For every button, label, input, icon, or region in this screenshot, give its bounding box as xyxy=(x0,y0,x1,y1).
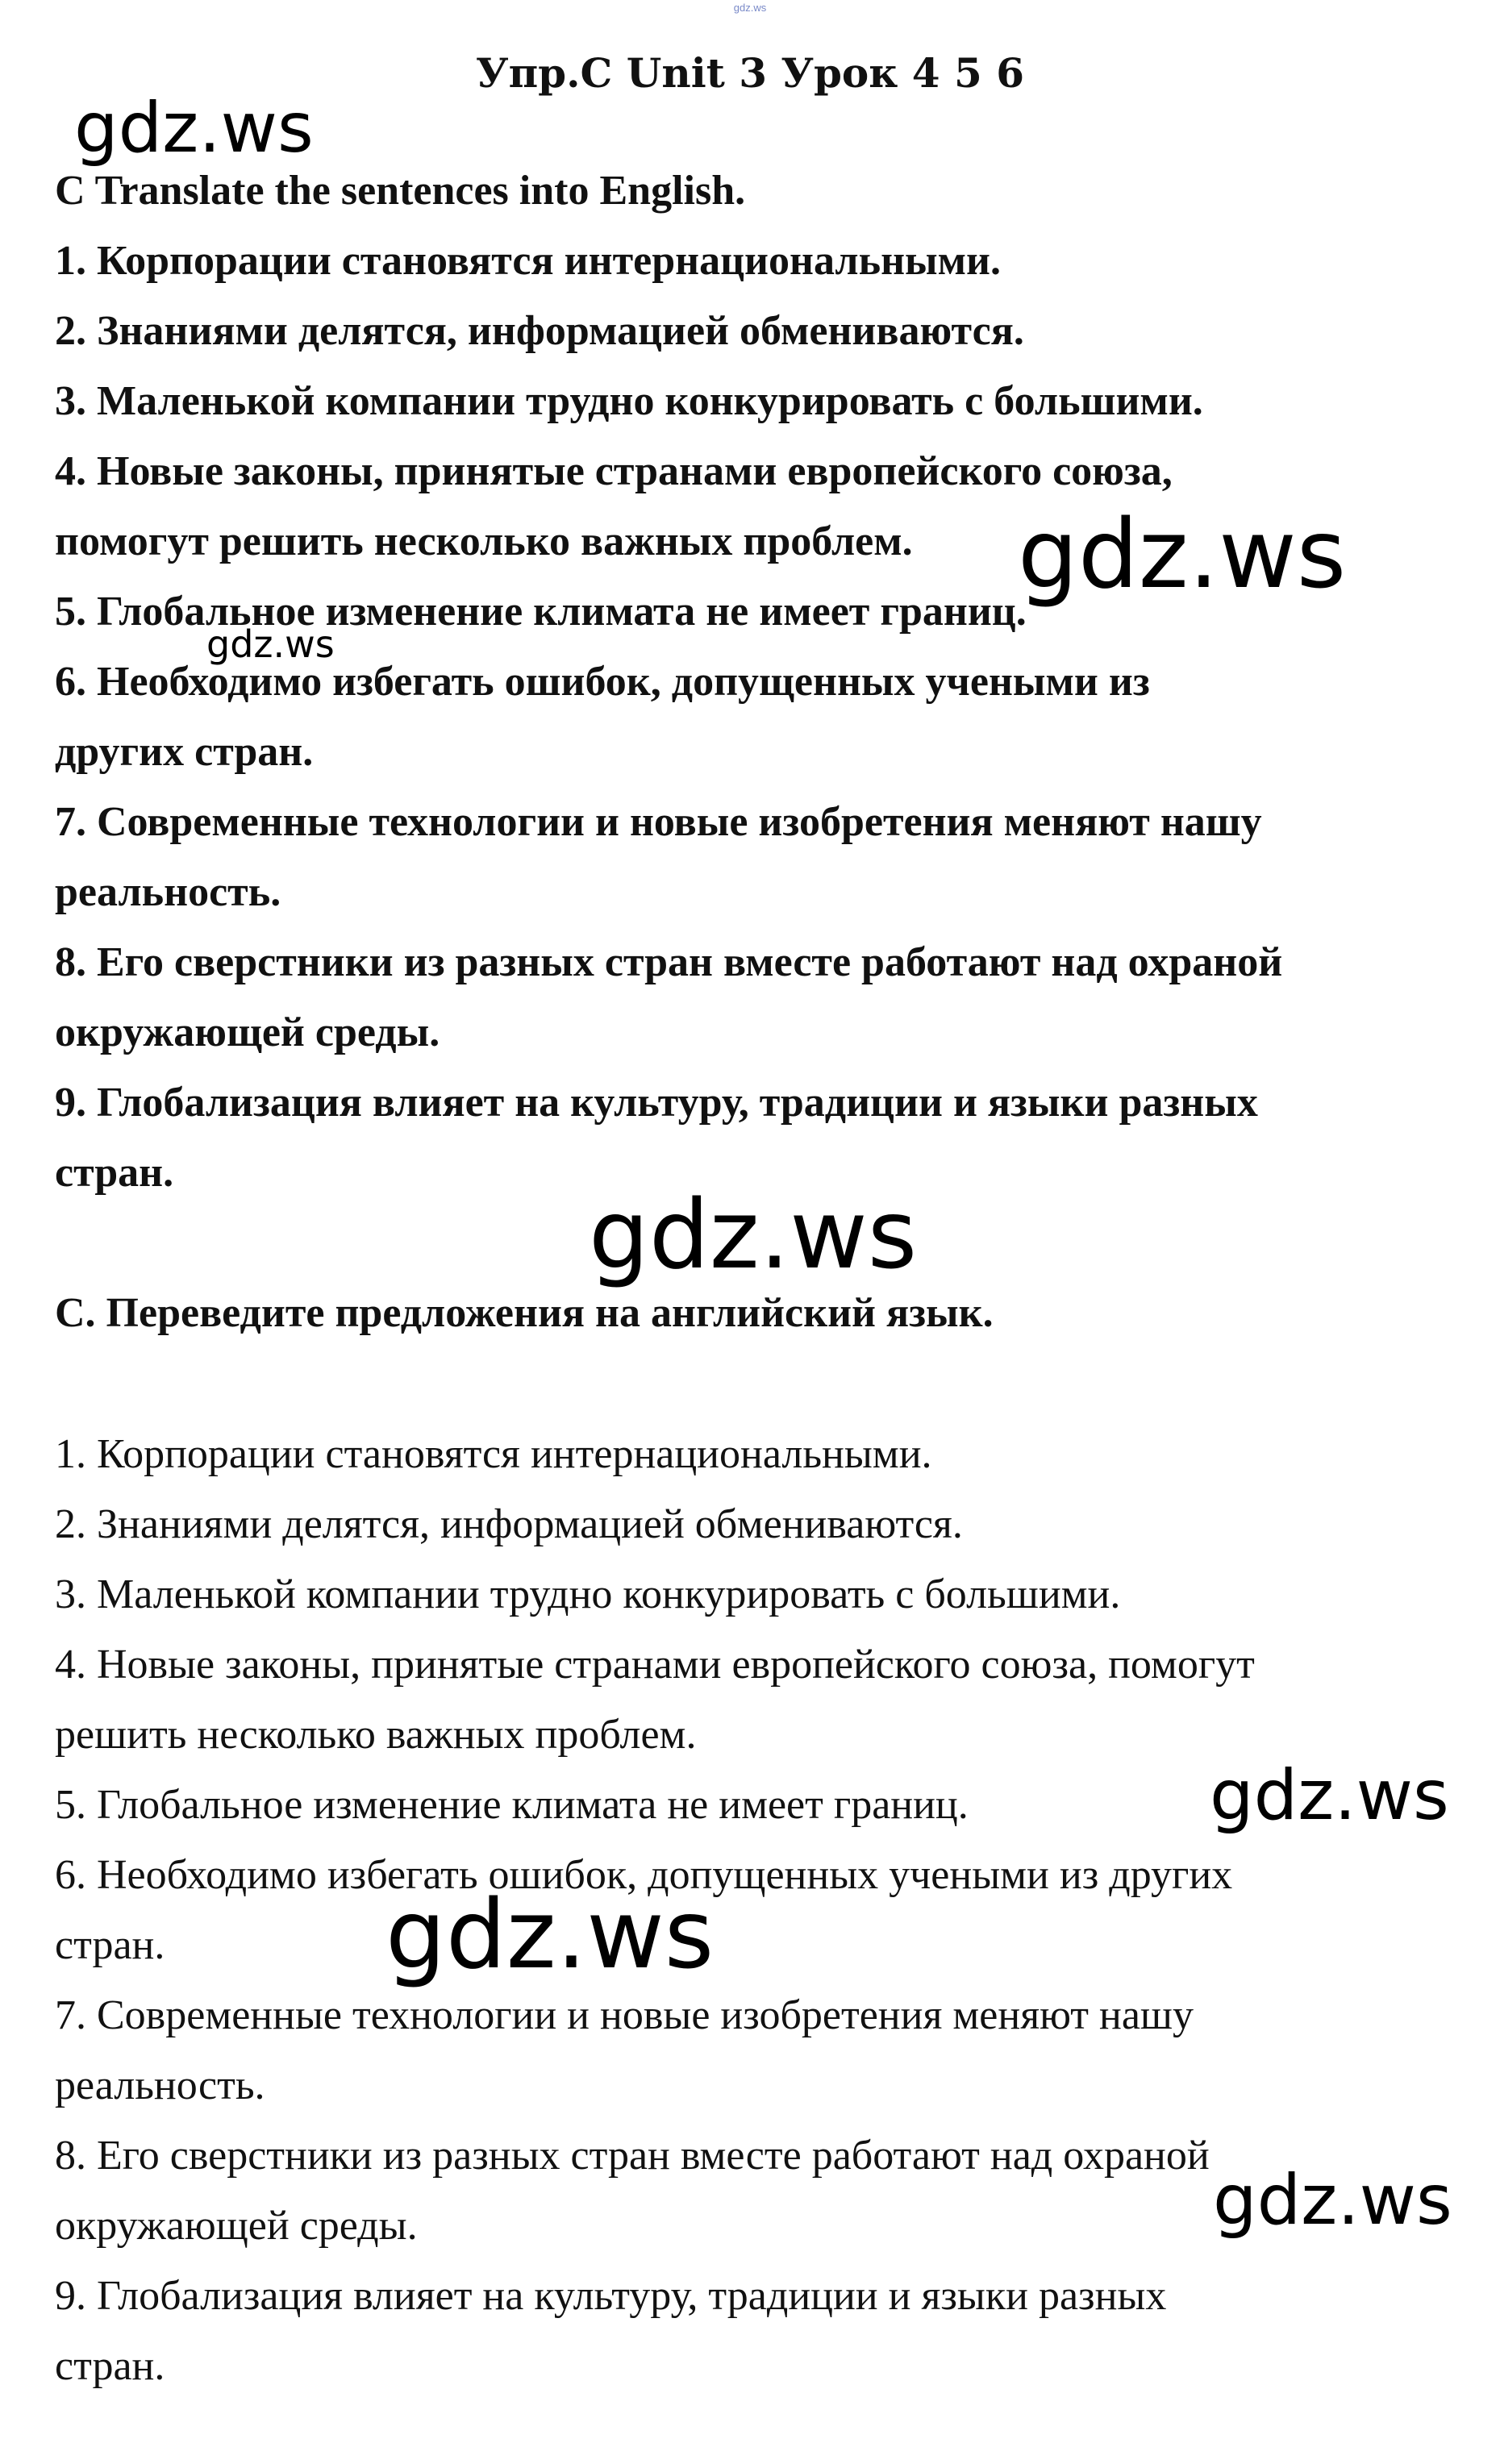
watermark: gdz.ws xyxy=(385,1879,715,1990)
header-watermark: gdz.ws xyxy=(733,2,767,14)
bold-exercise-block xyxy=(55,156,1458,1348)
regular-line: 8. Его сверстники из разных стран вместе работают над охраной xyxy=(55,2133,1210,2179)
regular-line: стран. xyxy=(55,2343,165,2389)
bold-line: 9. Глобализация влияет на культуру, традиции и языки разных xyxy=(55,1080,1258,1126)
regular-line: 3. Маленькой компании трудно конкурировать с большими. xyxy=(55,1571,1121,1617)
watermark: gdz.ws xyxy=(74,88,314,169)
bold-line: окружающей среды. xyxy=(55,1009,440,1055)
bold-line: 5. Глобальное изменение климата не имеет границ. xyxy=(55,589,1027,635)
bold-line: 4. Новые законы, принятые странами европейского союза, xyxy=(55,448,1173,494)
regular-line: решить несколько важных проблем. xyxy=(55,1712,697,1758)
bold-line: 1. Корпорации становятся интернациональными. xyxy=(55,238,1002,284)
regular-line: 4. Новые законы, принятые странами европейского союза, помогут xyxy=(55,1642,1255,1688)
bold-line: реальность. xyxy=(55,869,281,915)
bold-line: других стран. xyxy=(55,729,314,775)
watermark: gdz.ws xyxy=(1018,498,1347,610)
regular-line: 1. Корпорации становятся интернациональными. xyxy=(55,1431,932,1477)
section-heading: С. Переведите предложения на английский язык. xyxy=(55,1290,994,1336)
bold-line: помогут решить несколько важных проблем. xyxy=(55,518,913,564)
page-title: Упр.C Unit 3 Урок 4 5 6 xyxy=(476,49,1024,97)
bold-line: 7. Современные технологии и новые изобретения меняют нашу xyxy=(55,799,1262,845)
regular-line: 9. Глобализация влияет на культуру, традиции и языки разных xyxy=(55,2273,1167,2319)
regular-line: окружающей среды. xyxy=(55,2203,418,2249)
bold-line: 6. Необходимо избегать ошибок, допущенных учеными из xyxy=(55,659,1150,705)
watermark: gdz.ws xyxy=(589,1179,918,1290)
watermark: gdz.ws xyxy=(1213,2160,1452,2241)
regular-line: стран. xyxy=(55,1922,165,1968)
bold-line: 8. Его сверстники из разных стран вместе работают над охраной xyxy=(55,939,1283,985)
regular-line: 6. Необходимо избегать ошибок, допущенных учеными из других xyxy=(55,1852,1233,1898)
regular-line: реальность. xyxy=(55,2062,265,2108)
bold-line: 2. Знаниями делятся, информацией обмениваются. xyxy=(55,308,1024,354)
regular-line: 5. Глобальное изменение климата не имеет границ. xyxy=(55,1782,969,1828)
bold-line: 3. Маленькой компании трудно конкурировать с большими. xyxy=(55,378,1203,424)
watermark: gdz.ws xyxy=(206,622,335,666)
regular-exercise-block xyxy=(55,1419,1458,2401)
bold-line: стран. xyxy=(55,1150,174,1196)
exercise-instruction: C Translate the sentences into English. xyxy=(55,168,746,214)
regular-line: 2. Знаниями делятся, информацией обмениваются. xyxy=(55,1501,963,1547)
regular-line: 7. Современные технологии и новые изобретения меняют нашу xyxy=(55,1992,1194,2038)
watermark: gdz.ws xyxy=(1210,1755,1449,1836)
